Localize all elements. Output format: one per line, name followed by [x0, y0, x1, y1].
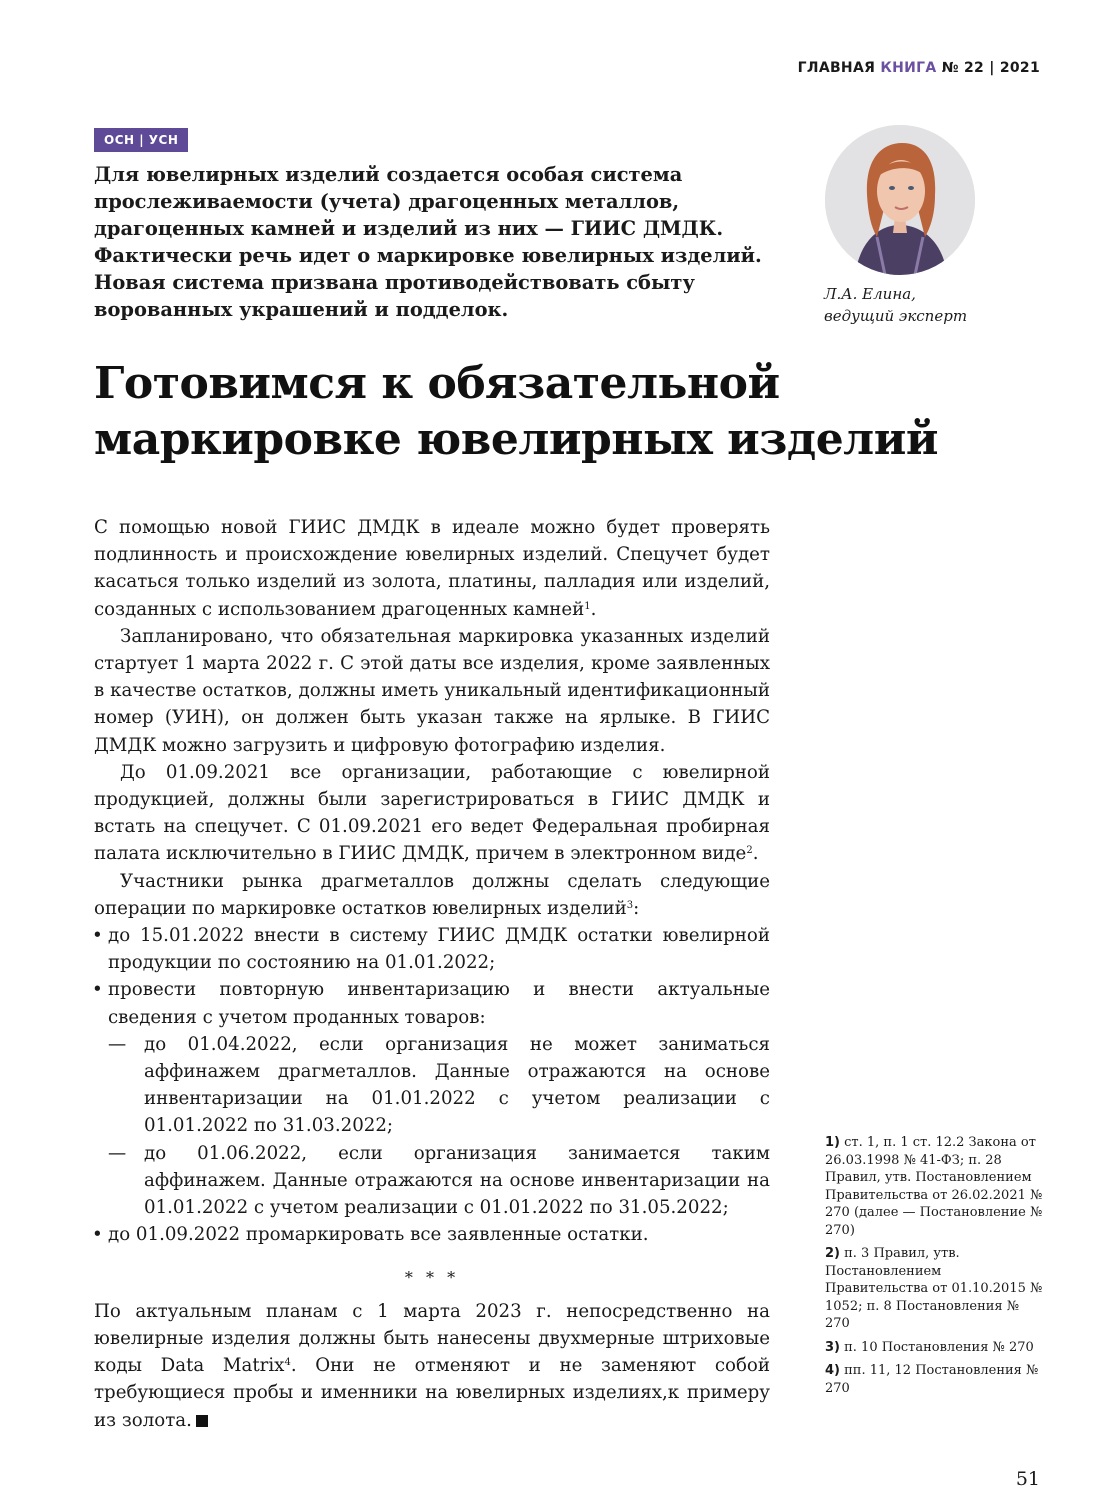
- author-portrait-illustration: [825, 125, 975, 275]
- paragraph-1: С помощью новой ГИИС ДМДК в идеале можно будет проверять подлинность и происхождение ювелирных изделий. Спецучет будет касаться только изделий из золота, платины, палладия или изделий, созданных с использованием драгоценных камней$^1$.: [94, 517, 770, 620]
- end-of-article-mark: [196, 1415, 208, 1427]
- footnote-3: 3) п. 10 Постановления № 270: [825, 1339, 1034, 1355]
- paragraph-2: Запланировано, что обязательная маркировка указанных изделий стартует 1 марта 2022 г. С этой даты все изделия, кроме заявленных в качестве остатков, должны иметь уникальный идентификационный номер (УИН), он должен быть указан также на ярлыке. В ГИИС ДМДК можно загрузить и цифровую фотографию изделия.: [94, 625, 770, 756]
- magazine-name-accent: КНИГА: [880, 60, 937, 76]
- issue-number: № 22 | 2021: [936, 60, 1040, 76]
- footnote-ref-3: 3: [626, 899, 634, 911]
- magazine-name: ГЛАВНАЯ: [797, 60, 881, 76]
- author-role: ведущий эксперт: [824, 307, 968, 325]
- list-item: • до 01.09.2022 промаркировать все заявленные остатки.: [94, 1221, 770, 1248]
- author-name: Л.А. Елина,: [824, 285, 916, 303]
- footnote-1: 1) ст. 1, п. 1 ст. 12.2 Закона от 26.03.1998 № 41-ФЗ; п. 28 Правил, утв. Постановлением Правительства от 26.02.2021 № 270 (далее — Постановление № 270): [825, 1135, 1043, 1238]
- footnote-2: 2) п. 3 Правил, утв. Постановлением Правительства от 01.10.2015 № 1052; п. 8 Постановления № 270: [825, 1246, 1043, 1331]
- author-caption: [824, 283, 967, 327]
- article-title: Готовимся к обязательной маркировке ювелирных изделий: [94, 358, 938, 465]
- footnote-ref-4: 4: [284, 1357, 291, 1369]
- footnote-4: 4) пп. 11, 12 Постановления № 270: [825, 1363, 1039, 1396]
- sub-list-item: — до 01.04.2022, если организация не может заниматься аффинажем драгметаллов. Данные отражаются на основе инвентаризации на 01.01.2022 с учетом реализации с 01.01.2022 по 31.03.2022;: [94, 1031, 770, 1140]
- footnote-ref-2: 2: [746, 845, 753, 857]
- paragraph-3: До 01.09.2021 все организации, работающие с ювелирной продукцией, должны были зарегистрироваться в ГИИС ДМДК и встать на спецучет. С 01.09.2021 его ведет Федеральная пробирная палата исключительно в ГИИС ДМДК, причем в электронном виде$^2$.: [94, 761, 770, 865]
- section-separator: * * *: [404, 1268, 460, 1288]
- page-number: 51: [1015, 1468, 1040, 1490]
- sub-list-item: — до 01.06.2022, если организация занимается таким аффинажем. Данные отражаются на основе инвентаризации на 01.01.2022 с учетом реализации с 01.01.2022 по 31.05.2022;: [94, 1140, 770, 1222]
- footnotes: [825, 1134, 1047, 1403]
- list-item: • до 15.01.2022 внести в систему ГИИС ДМДК остатки ювелирной продукции по состоянию на 01.01.2022;: [94, 922, 770, 976]
- article-lead: Для ювелирных изделий создается особая система прослеживаемости (учета) драгоценных металлов, драгоценных камней и изделий из них — ГИИС ДМДК. Фактически речь идет о маркировке ювелирных изделий. Новая система призвана противодействовать сбыту ворованных украшений и подделок.: [94, 163, 762, 321]
- footnote-ref-1: 1: [584, 600, 591, 612]
- paragraph-4: Участники рынка драгметаллов должны сделать следующие операции по маркировке остатков ювелирных изделий$^3$:: [94, 870, 770, 919]
- tax-regime-tag: ОСН | УСН: [94, 128, 188, 152]
- article-body: [94, 514, 770, 1434]
- list-item: • провести повторную инвентаризацию и внести актуальные сведения с учетом проданных товаров:: [94, 976, 770, 1030]
- magazine-header: [798, 60, 1040, 76]
- steps-list: [94, 922, 770, 1248]
- paragraph-5: По актуальным планам с 1 марта 2023 г. непосредственно на ювелирные изделия должны быть нанесены двухмерные штриховые коды Data Matrix$^4$. Они не отменяют и не заменяют собой требующиеся пробы и именники на ювелирных изделиях,к примеру из золота.: [94, 1300, 770, 1431]
- author-photo: [825, 125, 975, 275]
